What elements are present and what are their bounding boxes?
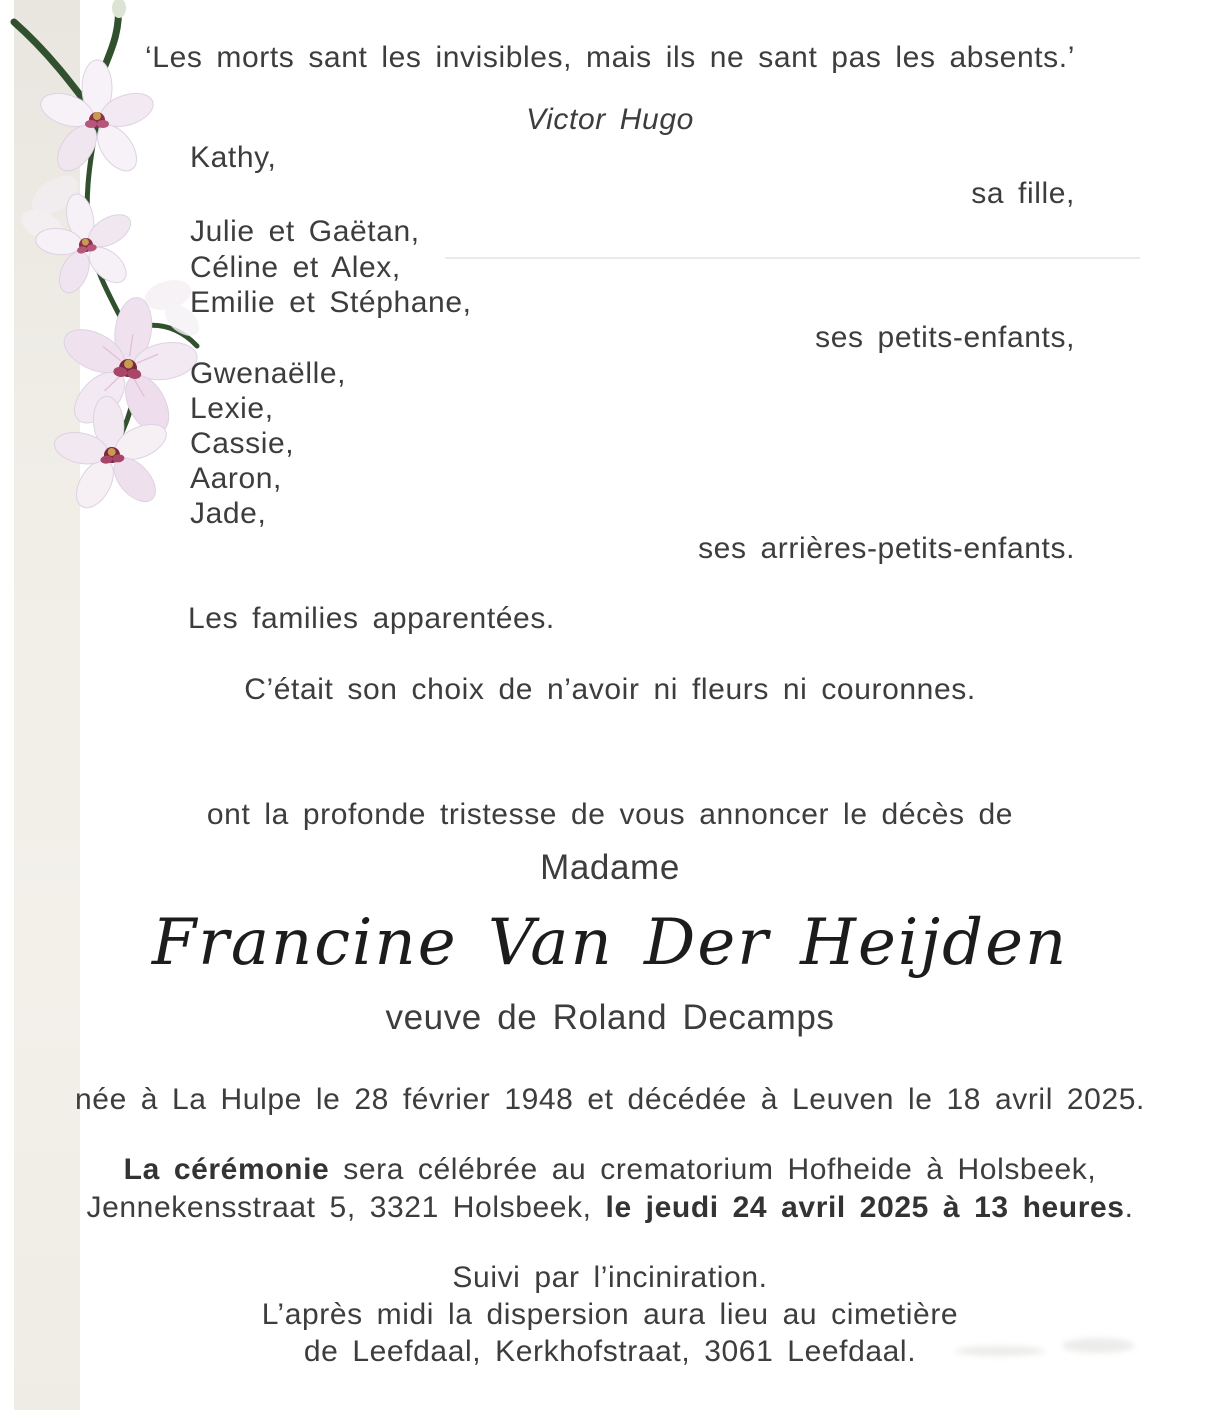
wishes-line: C’était son choix de n’avoir ni fleurs ni couronnes. — [244, 673, 976, 706]
orchid-branch-photo — [0, 0, 200, 510]
closing-line: Suivi par l’inciniration. — [452, 1261, 768, 1294]
closing-line: de Leefdaal, Kerkhofstraat, 3061 Leefdaal. — [303, 1335, 917, 1368]
ceremony-datetime: le jeudi 24 avril 2025 à 13 heures — [605, 1191, 1125, 1224]
daughter-name: Kathy, — [190, 141, 277, 174]
grandchild-name: Emilie et Stéphane, — [190, 286, 472, 319]
daughter-role: sa fille, — [971, 177, 1075, 210]
deceased-title: Madame — [540, 848, 680, 887]
great-grandchildren-role: ses arrières-petits-enfants. — [698, 532, 1075, 565]
ceremony-line2-end: . — [1124, 1191, 1134, 1224]
deceased-name: Francine Van Der Heijden — [151, 906, 1069, 980]
ceremony-line-1 — [40, 1152, 1180, 1188]
orchid-bud — [112, 0, 126, 18]
great-grandchild-name: Jade, — [190, 497, 267, 530]
great-grandchild-name: Gwenaëlle, — [190, 357, 347, 390]
quote-attribution: Victor Hugo — [526, 103, 694, 136]
ceremony-label: La cérémonie — [123, 1153, 330, 1186]
quote-text: ‘Les morts sant les invisibles, mais ils ne sant pas les absents.’ — [145, 41, 1075, 74]
ceremony-line-2 — [40, 1190, 1180, 1226]
great-grandchild-name: Aaron, — [190, 462, 282, 495]
announcement-line: ont la profonde tristesse de vous annoncer le décès de — [206, 798, 1014, 831]
great-grandchild-name: Lexie, — [190, 392, 274, 425]
related-families: Les families apparentées. — [188, 602, 555, 635]
deceased-life-dates: née à La Hulpe le 28 février 1948 et décédée à Leuven le 18 avril 2025. — [75, 1083, 1145, 1116]
grandchild-name: Céline et Alex, — [190, 251, 401, 284]
grandchild-name: Julie et Gaëtan, — [190, 215, 420, 248]
great-grandchild-name: Cassie, — [190, 427, 295, 460]
grandchildren-role: ses petits-enfants, — [815, 321, 1075, 354]
closing-line: L’après midi la dispersion aura lieu au cimetière — [261, 1298, 959, 1331]
ceremony-address: Jennekensstraat 5, 3321 Holsbeek, — [86, 1191, 606, 1224]
scan-artifact-line — [445, 257, 1140, 259]
deceased-widow-of: veuve de Roland Decamps — [385, 998, 835, 1037]
ceremony-line1-text: sera célébrée au crematorium Hofheide à Holsbeek, — [329, 1153, 1097, 1186]
